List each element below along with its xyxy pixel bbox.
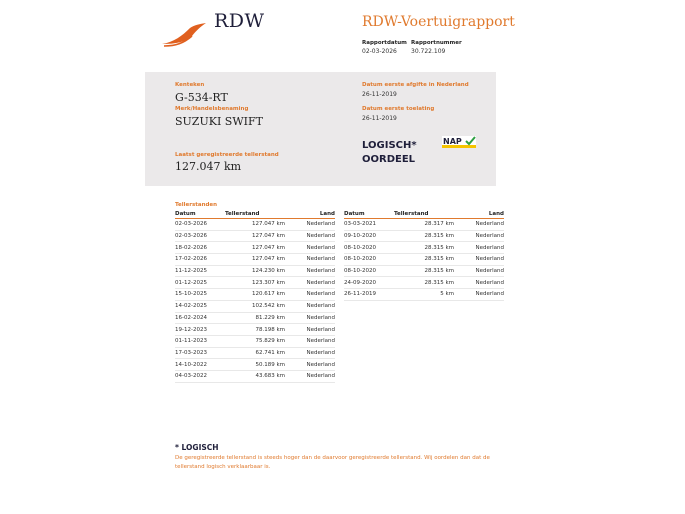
cell-land: Nederland: [285, 230, 335, 242]
cell-tellerstand: 127.047 km: [225, 254, 285, 266]
cell-land: Nederland: [285, 254, 335, 266]
cell-tellerstand: 78.198 km: [225, 324, 285, 336]
toelating-label: Datum eerste toelating: [362, 106, 435, 112]
cell-tellerstand: 62.741 km: [225, 347, 285, 359]
cell-tellerstand: 127.047 km: [225, 230, 285, 242]
cell-tellerstand: 28.317 km: [394, 219, 454, 231]
tellerstanden-title: Tellerstanden: [175, 202, 218, 208]
cell-tellerstand: 28.315 km: [394, 277, 454, 289]
cell-land: Nederland: [454, 219, 504, 231]
cell-tellerstand: 5 km: [394, 289, 454, 301]
table-row: [175, 324, 335, 336]
cell-datum: 16-02-2024: [175, 312, 225, 324]
cell-land: Nederland: [285, 370, 335, 382]
nap-logo-icon: [442, 136, 476, 148]
cell-datum: 15-10-2025: [175, 289, 225, 301]
cell-land: Nederland: [454, 230, 504, 242]
table-row: [344, 242, 504, 254]
cell-tellerstand: 102.542 km: [225, 300, 285, 312]
cell-land: Nederland: [285, 289, 335, 301]
table-row: [344, 265, 504, 277]
toelating-value: 26-11-2019: [362, 115, 397, 122]
cell-land: Nederland: [285, 219, 335, 231]
cell-datum: 26-11-2019: [344, 289, 394, 301]
table-row: [175, 335, 335, 347]
cell-land: Nederland: [285, 300, 335, 312]
cell-tellerstand: 43.683 km: [225, 370, 285, 382]
cell-tellerstand: 75.829 km: [225, 335, 285, 347]
rapportnummer-value: 30.722.109: [411, 48, 446, 55]
table-row: [344, 219, 504, 231]
cell-tellerstand: 28.315 km: [394, 254, 454, 266]
cell-land: Nederland: [285, 242, 335, 254]
cell-datum: 09-10-2020: [344, 230, 394, 242]
col-land: Land: [285, 210, 335, 219]
table-row: [344, 254, 504, 266]
col-tellerstand: Tellerstand: [394, 210, 454, 219]
table-row: [175, 242, 335, 254]
cell-datum: 04-03-2022: [175, 370, 225, 382]
cell-land: Nederland: [454, 254, 504, 266]
cell-tellerstand: 120.617 km: [225, 289, 285, 301]
brand-name: RDW: [214, 10, 265, 32]
cell-datum: 19-12-2023: [175, 324, 225, 336]
cell-land: Nederland: [285, 312, 335, 324]
cell-datum: 14-02-2025: [175, 300, 225, 312]
tellerstand-label: Laatst geregistreerde tellerstand: [175, 152, 279, 158]
tellerstand-value: 127.047 km: [175, 160, 242, 173]
rapportnummer-label: Rapportnummer: [411, 40, 462, 46]
cell-land: Nederland: [285, 265, 335, 277]
cell-land: Nederland: [454, 242, 504, 254]
cell-land: Nederland: [285, 277, 335, 289]
cell-tellerstand: 127.047 km: [225, 219, 285, 231]
table-row: [175, 289, 335, 301]
cell-datum: 24-09-2020: [344, 277, 394, 289]
col-datum: Datum: [175, 210, 225, 219]
table-row: [175, 230, 335, 242]
rdw-logo-icon: [160, 22, 208, 48]
cell-tellerstand: 124.230 km: [225, 265, 285, 277]
cell-land: Nederland: [285, 324, 335, 336]
cell-land: Nederland: [454, 277, 504, 289]
table-row: [344, 289, 504, 301]
cell-tellerstand: 50.189 km: [225, 359, 285, 371]
cell-tellerstand: 81.229 km: [225, 312, 285, 324]
oordeel-line2: OORDEEL: [362, 154, 416, 165]
kenteken-label: Kenteken: [175, 82, 205, 88]
cell-tellerstand: 127.047 km: [225, 242, 285, 254]
cell-tellerstand: 28.315 km: [394, 265, 454, 277]
cell-datum: 18-02-2026: [175, 242, 225, 254]
col-land: Land: [454, 210, 504, 219]
rapportdatum-value: 02-03-2026: [362, 48, 397, 55]
cell-land: Nederland: [285, 347, 335, 359]
kenteken-value: G-534-RT: [175, 91, 228, 104]
tellerstanden-table-right: [344, 210, 504, 301]
table-row: [344, 230, 504, 242]
cell-datum: 14-10-2022: [175, 359, 225, 371]
col-tellerstand: Tellerstand: [225, 210, 285, 219]
merk-value: SUZUKI SWIFT: [175, 115, 263, 128]
cell-datum: 08-10-2020: [344, 254, 394, 266]
table-row: [175, 370, 335, 382]
col-datum: Datum: [344, 210, 394, 219]
cell-land: Nederland: [454, 289, 504, 301]
merk-label: Merk/Handelsbenaming: [175, 106, 249, 112]
cell-land: Nederland: [285, 359, 335, 371]
cell-datum: 17-02-2026: [175, 254, 225, 266]
cell-datum: 01-12-2025: [175, 277, 225, 289]
cell-tellerstand: 123.307 km: [225, 277, 285, 289]
table-row: [175, 265, 335, 277]
cell-tellerstand: 28.315 km: [394, 230, 454, 242]
footnote-title: * LOGISCH: [175, 443, 219, 452]
afgifte-value: 26-11-2019: [362, 91, 397, 98]
cell-datum: 17-03-2023: [175, 347, 225, 359]
table-row: [175, 277, 335, 289]
table-row: [175, 219, 335, 231]
cell-datum: 02-03-2026: [175, 230, 225, 242]
report-title: RDW-Voertuigrapport: [362, 14, 515, 30]
oordeel-badge: [362, 139, 417, 167]
nap-logo-text: NAP: [443, 137, 462, 146]
cell-tellerstand: 28.315 km: [394, 242, 454, 254]
cell-datum: 03-03-2021: [344, 219, 394, 231]
footnote-text: De geregistreerde tellerstand is steeds hoger dan de daarvoor geregistreerde tellerstand. Wij oordelen dan dat de tellerstand logisch verklaarbaar is.: [175, 455, 490, 470]
rapportdatum-label: Rapportdatum: [362, 40, 407, 46]
table-row: [175, 347, 335, 359]
table-row: [175, 300, 335, 312]
cell-datum: 01-11-2023: [175, 335, 225, 347]
cell-datum: 11-12-2025: [175, 265, 225, 277]
table-row: [344, 277, 504, 289]
cell-datum: 02-03-2026: [175, 219, 225, 231]
cell-land: Nederland: [454, 265, 504, 277]
afgifte-label: Datum eerste afgifte in Nederland: [362, 82, 469, 88]
table-row: [175, 312, 335, 324]
cell-datum: 08-10-2020: [344, 242, 394, 254]
table-row: [175, 254, 335, 266]
table-row: [175, 359, 335, 371]
tellerstanden-table-left: [175, 210, 335, 383]
oordeel-line1: LOGISCH*: [362, 140, 417, 151]
cell-land: Nederland: [285, 335, 335, 347]
cell-datum: 08-10-2020: [344, 265, 394, 277]
